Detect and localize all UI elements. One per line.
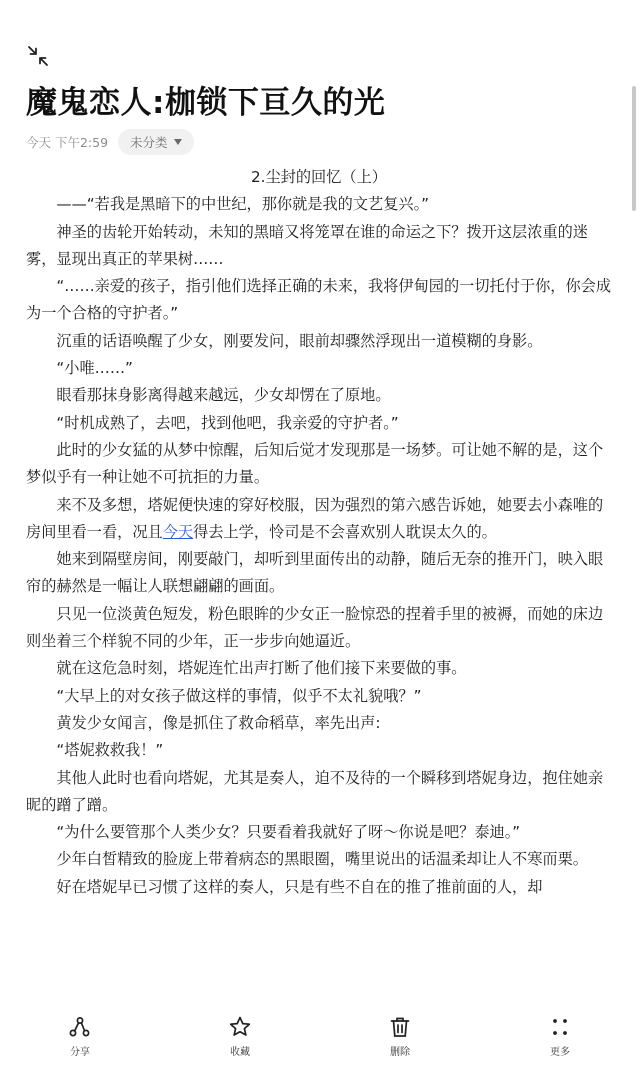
more-button[interactable] bbox=[520, 1014, 600, 1058]
caret-down-icon bbox=[174, 139, 182, 145]
bottom-toolbar bbox=[0, 1000, 640, 1067]
note-body[interactable] bbox=[26, 164, 612, 901]
note-timestamp: 今天 下午2:59 bbox=[26, 135, 109, 150]
date-link[interactable]: 今天 bbox=[162, 522, 194, 541]
paragraph-text: 得去上学，怜司是不会喜欢别人耽误太久的。 bbox=[193, 522, 497, 541]
category-selector[interactable] bbox=[118, 129, 194, 155]
paragraph bbox=[26, 492, 612, 547]
delete-button[interactable] bbox=[360, 1014, 440, 1058]
paragraph: 就在这危急时刻，塔妮连忙出声打断了他们接下来要做的事。 bbox=[56, 659, 467, 678]
scrollbar[interactable] bbox=[632, 86, 636, 211]
paragraph: ——“若我是黑暗下的中世纪，那你就是我的文艺复兴。” bbox=[56, 195, 430, 214]
favorite-label: 收藏 bbox=[230, 1047, 250, 1058]
favorite-button[interactable] bbox=[200, 1014, 280, 1058]
paragraph: “塔妮救救我！” bbox=[56, 741, 164, 760]
share-label: 分享 bbox=[70, 1047, 90, 1058]
content-fade bbox=[0, 970, 640, 1000]
paragraph: “小唯……” bbox=[56, 359, 133, 378]
share-button[interactable] bbox=[40, 1014, 120, 1058]
chapter-heading: 2.尘封的回忆（上） bbox=[251, 168, 387, 186]
paragraph: 少年白皙精致的脸庞上带着病态的黑眼圈，嘴里说出的话温柔却让人不寒而栗。 bbox=[56, 850, 588, 869]
delete-label: 删除 bbox=[390, 1047, 410, 1058]
category-label: 未分类 bbox=[130, 135, 168, 150]
paragraph: “为什么要管那个人类少女？只要看着我就好了呀～你说是吧？泰迪。” bbox=[56, 823, 521, 842]
paragraph: 眼看那抹身影离得越来越远，少女却愣在了原地。 bbox=[56, 386, 391, 405]
more-label: 更多 bbox=[550, 1047, 570, 1058]
paragraph: “大早上的对女孩子做这样的事情，似乎不太礼貌哦？” bbox=[56, 686, 422, 705]
paragraph-text: 来不及多想，塔妮便快速的穿好校服，因为强烈的第六感告诉她，她要去小森唯的房间里看一看，况且 bbox=[26, 495, 604, 541]
share-icon bbox=[67, 1014, 93, 1040]
paragraph: 其他人此时也看向塔妮，尤其是奏人，迫不及待的一个瞬移到塔妮身边，抱住她亲昵的蹭了蹭。 bbox=[26, 768, 604, 814]
collapse-button[interactable] bbox=[26, 44, 50, 68]
note-meta bbox=[26, 128, 194, 156]
paragraph: 沉重的话语唤醒了少女，刚要发问，眼前却骤然浮现出一道模糊的身影。 bbox=[56, 331, 543, 350]
paragraph: 她来到隔壁房间，刚要敲门，却听到里面传出的动静，随后无奈的推开门，映入眼帘的赫然是一幅让人联想翩翩的画面。 bbox=[26, 550, 604, 596]
paragraph: 此时的少女猛的从梦中惊醒，后知后觉才发现那是一场梦。可让她不解的是，这个梦似乎有一种让她不可抗拒的力量。 bbox=[26, 440, 604, 487]
collapse-arrows-icon bbox=[26, 44, 50, 68]
star-icon bbox=[227, 1014, 253, 1040]
paragraph: “时机成熟了，去吧，找到他吧，我亲爱的守护者。” bbox=[56, 413, 399, 432]
paragraph: “……亲爱的孩子，指引他们选择正确的未来，我将伊甸园的一切托付于你，你会成为一个合格的守护者。” bbox=[26, 277, 612, 323]
more-dots-icon bbox=[547, 1014, 573, 1040]
paragraph: 神圣的齿轮开始转动，未知的黑暗又将笼罩在谁的命运之下？拨开这层浓重的迷雾，显现出真正的苹果树…… bbox=[26, 222, 588, 268]
paragraph: 好在塔妮早已习惯了这样的奏人，只是有些不自在的推了推前面的人，却 bbox=[56, 877, 543, 896]
paragraph: 黄发少女闻言，像是抓住了救命稻草，率先出声: bbox=[56, 713, 381, 732]
note-title: 魔鬼恋人:枷锁下亘久的光 bbox=[26, 85, 386, 121]
paragraph: 只见一位淡黄色短发，粉色眼眸的少女正一脸惊恐的捏着手里的被褥，而她的床边则坐着三个样貌不同的少年，正一步步向她逼近。 bbox=[26, 604, 604, 651]
trash-icon bbox=[387, 1014, 413, 1040]
